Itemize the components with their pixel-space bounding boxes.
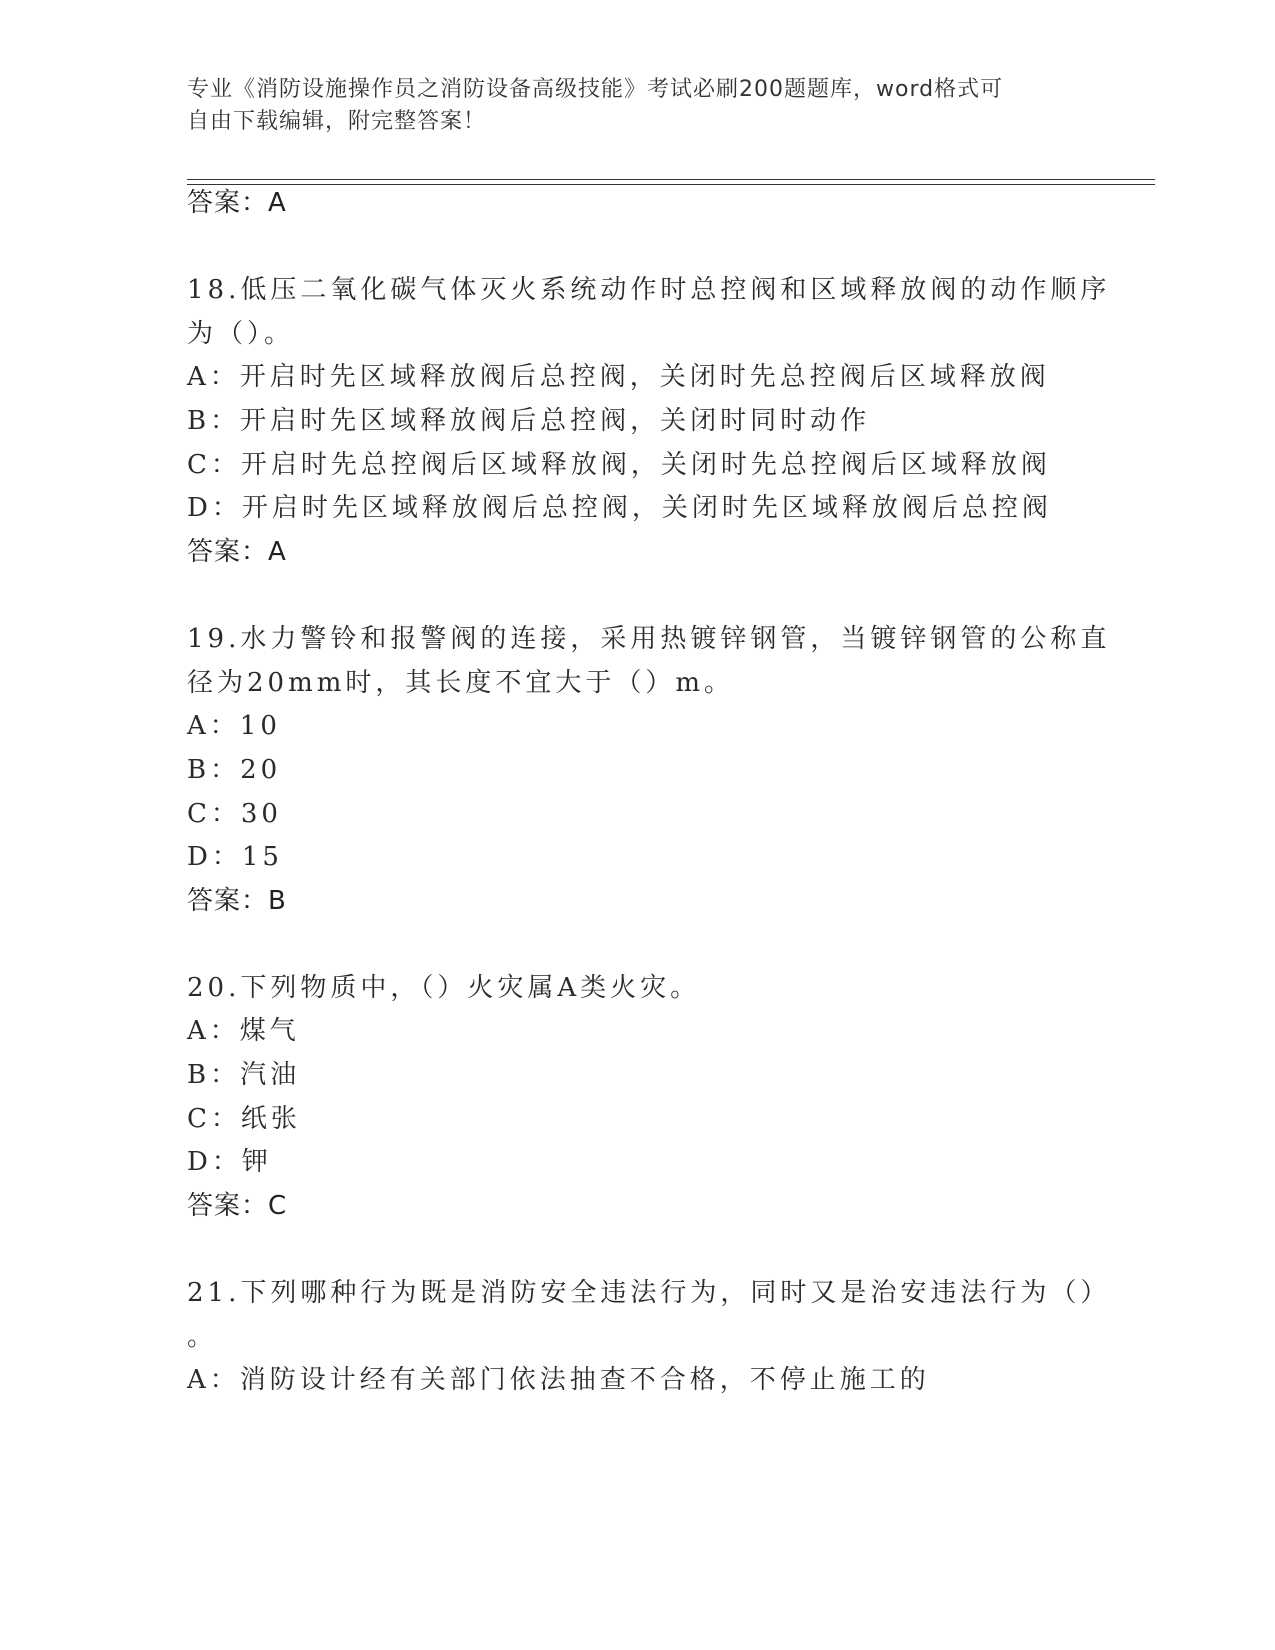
previous-answer: 答案：A	[187, 188, 287, 218]
question-19-option-d: D：15	[187, 842, 283, 872]
question-21-text-line-1: 21.下列哪种行为既是消防安全违法行为，同时又是治安违法行为（）	[187, 1278, 1111, 1308]
header-divider-top	[187, 179, 1155, 180]
question-18-option-b: B：开启时先区域释放阀后总控阀，关闭时同时动作	[187, 406, 871, 436]
question-18-answer: 答案：A	[187, 537, 287, 567]
header-line-1: 专业《消防设施操作员之消防设备高级技能》考试必刷200题题库，word格式可	[187, 77, 1004, 102]
question-20-option-d: D：钾	[187, 1147, 272, 1177]
question-18-text-line-2: 为（）。	[187, 319, 295, 349]
question-18-text-line-1: 18.低压二氧化碳气体灭火系统动作时总控阀和区域释放阀的动作顺序	[187, 275, 1111, 305]
header-divider-bottom	[187, 184, 1155, 185]
question-19-option-c: C：30	[187, 799, 282, 829]
question-18-option-a: A：开启时先区域释放阀后总控阀，关闭时先总控阀后区域释放阀	[187, 362, 1050, 392]
question-19-text-line-2: 径为20mm时，其长度不宜大于（）m。	[187, 668, 735, 698]
question-21-option-a: A：消防设计经有关部门依法抽查不合格，不停止施工的	[187, 1365, 930, 1395]
question-19-option-b: B：20	[187, 755, 282, 785]
question-20-answer: 答案：C	[187, 1191, 288, 1221]
question-21-text-line-2: 。	[187, 1322, 218, 1352]
question-20-option-c: C：纸张	[187, 1104, 301, 1134]
question-18-option-d: D：开启时先区域释放阀后总控阀，关闭时先区域释放阀后总控阀	[187, 493, 1052, 523]
header-line-2: 自由下载编辑，附完整答案！	[187, 109, 487, 134]
question-20-text-line-1: 20.下列物质中，（）火灾属A类火灾。	[187, 973, 701, 1003]
question-20-option-b: B：汽油	[187, 1060, 301, 1090]
question-19-option-a: A：10	[187, 711, 281, 741]
question-19-text-line-1: 19.水力警铃和报警阀的连接，采用热镀锌钢管，当镀锌钢管的公称直	[187, 624, 1111, 654]
document-header	[187, 74, 1087, 138]
question-19-answer: 答案：B	[187, 886, 287, 916]
question-18-option-c: C：开启时先总控阀后区域释放阀，关闭时先总控阀后区域释放阀	[187, 450, 1051, 480]
question-20-option-a: A：煤气	[187, 1016, 300, 1046]
